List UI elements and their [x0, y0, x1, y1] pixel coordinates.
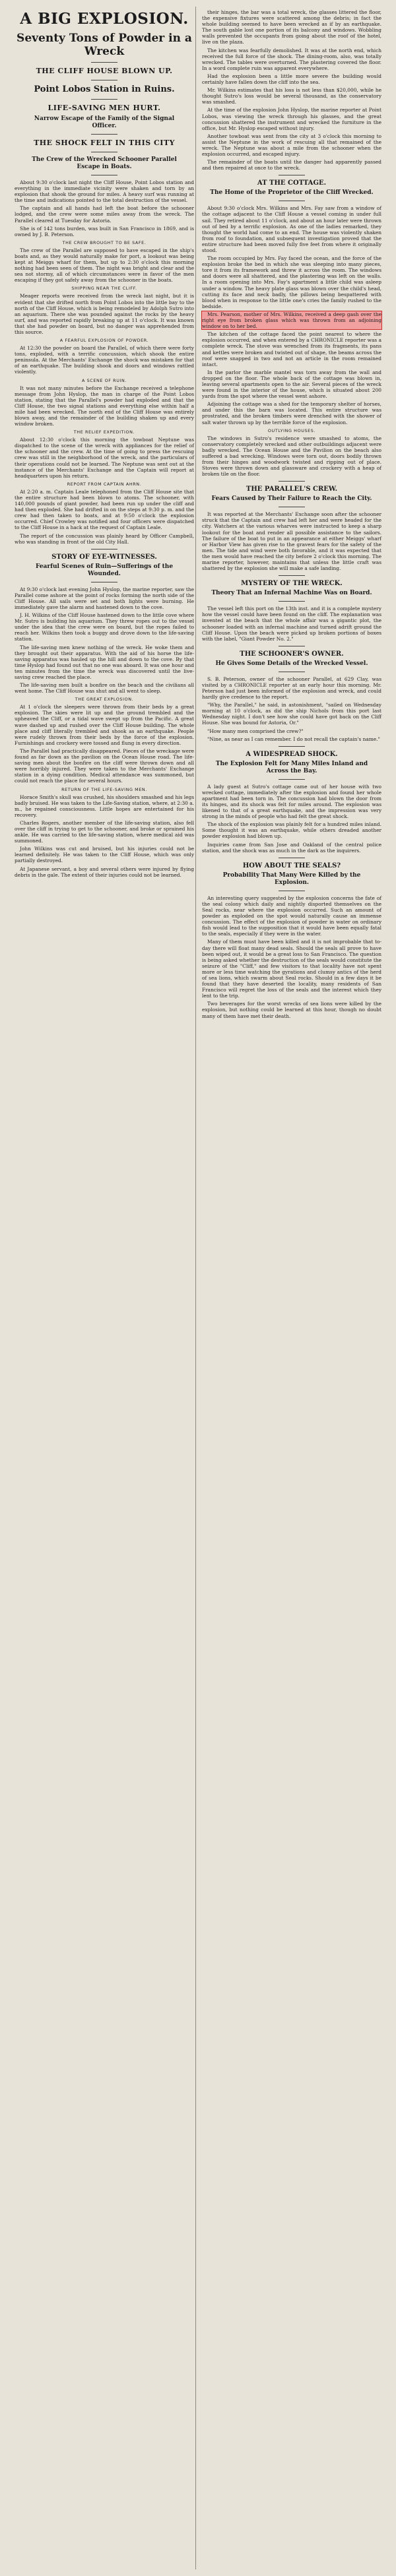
article-paragraph: About 9:30 o'clock Mrs. Wilkins and Mrs. Fay saw from a window of the cottage adjacent to the Cliff House a vessel coming in under full sail. They retired about 11 o'clock, and about an hour later were thrown out of bed by a terrific explosion. As one of the ladies remarked, they thought the world had come to an end. The house was violently shaken from roof to foundation, and subsequent investigation proved that the entire structure had been moved fully five feet from where it originally stood.: [202, 205, 381, 253]
article-paragraph: The vessel left this port on the 13th inst. and it is a complete mystery how the vessel could have been found on the cliff. The explanation was invented at the beach that the whole affair was a gigantic plot, the schooner loaded with an infernal machine and turned adrift ground the Cliff House. Upon the beach were picked up broken portions of boxes with the label, "Giant Powder No. 2.": [202, 606, 381, 642]
subhead: THE GREAT EXPLOSION.: [75, 697, 134, 703]
article-paragraph: The windows in Sutro's residence were smashed to atoms, the conservatory completely wrecked and other outbuildings adjacent were badly wrecked. The Ocean House and the Pavilion on the beach also suffered a bad wrecking. Windows were torn out, doors bodily thrown from their hinges and woodwork twisted and ripping out of place. Stoves were thrown down and glassware and crockery with a heap of broken tile on the floor.: [202, 435, 381, 478]
section-separator: [279, 481, 305, 482]
section-heading: AT THE COTTAGE.: [257, 179, 327, 187]
section-heading: HOW ABOUT THE SEALS?: [242, 862, 341, 869]
section-deck: He Gives Some Details of the Wrecked Vessel.: [215, 660, 368, 667]
headline-separator: [91, 134, 117, 135]
article-paragraph: The crew of the Parallel are supposed to have escaped in the ship's boats and, as they would naturally make for port, a lookout was being kept at Meiggs wharf for them, but up to 2:30 o'clock this morning nothing had been seen of them. The night was bright and clear and the sea not stormy, all of which circumstances were in favor of the men escaping if they got safely away from the schooner in the boats.: [15, 247, 194, 284]
headline-shock: THE SHOCK FELT IN THIS CITY: [34, 139, 175, 147]
article-paragraph: The report of the concussion was plainly heard by Officer Campbell, who was standing in front of the old City Hall.: [15, 532, 194, 545]
article-paragraph: The life-saving men built a bonfire on the beach and the civilians all went home. The Cliff House was shut and all went to sleep.: [15, 682, 194, 695]
subhead: THE CREW BROUGHT TO BE SAFE.: [62, 239, 147, 245]
main-headline: A BIG EXPLOSION.: [20, 10, 189, 28]
article-paragraph: Horace Smith's skull was crushed, his shoulders smashed and his legs badly bruised. He was taken to the Life-Saving station, where, at 2:30 a. m., he regained consciousness. Little hopes are entertained for his recovery.: [15, 794, 194, 818]
subhead: OUTLYING HOUSES.: [267, 427, 316, 433]
article-paragraph: their hinges, the bar was a total wreck, the glasses littered the floor, the expensive fixtures were scattered among the debris; in fact the whole building seemed to have been wrecked as if by an earthquake. The south gable lost one portion of its balcony and windows. Wobbling walls prevented the occupants from going about the roof of the hotel, live on the plaza.: [202, 9, 381, 46]
article-paragraph: The life-saving men knew nothing of the wreck. He woke them and they brought out their apparatus. With the aid of his horse the life-saving apparatus was hauled up the hill and down to the cove. By that time Hyslop had found out that no one was aboard. It was one hour and ten minutes from the time the wreck was discovered until the live-saving crew reached the place.: [15, 644, 194, 680]
headline-point-lobos: Point Lobos Station in Ruins.: [34, 84, 175, 94]
headline-life-saving: LIFE-SAVING MEN HURT.: [48, 104, 161, 112]
article-paragraph: The kitchen was fearfully demolished. It was at the north end, which received the full force of the shock. The dining-room, also, was totally wrecked. The tables were overturned. The plastering covered the floor. In a word complete ruin was apparent everywhere.: [202, 47, 381, 71]
section-heading: A WIDESPREAD SHOCK.: [246, 750, 338, 758]
section-separator: [279, 575, 305, 576]
section-separator: [279, 601, 305, 602]
section-heading: MYSTERY OF THE WRECK.: [241, 580, 343, 588]
section-separator: [279, 779, 305, 780]
deck-narrow-escape: Narrow Escape of the Family of the Signal Officer.: [34, 115, 175, 129]
highlighted-paragraph: Mrs. Pearson, mother of Mrs. Wilkins, received a deep gash over the right eye from broken glass which was thrown from an adjoining window on to her bed.: [202, 311, 381, 330]
article-paragraph: J. H. Wilkins of the Cliff House hastened down to the little cove where Mr. Sutro is building his aquarium. They threw ropes out to the vessel under the idea that the crew were on board, but the ropes failed to reach her. Wilkins then took a buggy and drove down to the life-saving station.: [15, 612, 194, 643]
section-deck: Fearful Scenes of Ruin—Sufferings of the Wounded.: [35, 563, 174, 577]
article-paragraph: Mr. Wilkins estimates that his loss is not less than $20,000, while he thought Sutro's loss would be several thousand, as the conservatory was smashed.: [202, 87, 381, 106]
section-deck: Theory That an Infernal Machine Was on Board.: [211, 590, 372, 597]
article-paragraph: Charles Rogers, another member of the life-saving station, also fell over the cliff in trying to get to the schooner, and broke or sprained his ankle. He was carried to the life-saving station, where medical aid was summoned.: [15, 819, 194, 844]
article-paragraph: At Japanese servant, a boy and several others were injured by flying debris in the gale. The extent of their injuries could not be learned.: [15, 865, 194, 878]
section-heading: STORY OF EYE-WITNESSES.: [51, 553, 157, 561]
article-paragraph: She is of 142 tons burden, was built in San Francisco in 1869, and is owned by J. B. Peterson.: [15, 225, 194, 237]
section-separator: [279, 746, 305, 747]
section-heading: THE PARALLEL'S CREW.: [246, 486, 338, 493]
article-paragraph: In the parlor the marble mantel was torn away from the wall and dropped on the floor. The whole back of the cottage was blown in, leaving several apartments open to the air. Several pieces of the wreck were found in the interior of the house, which is situated about 200 yards from the spot where the vessel went ashore.: [202, 369, 381, 400]
headline-cliff-house: THE CLIFF HOUSE BLOWN UP.: [36, 67, 173, 75]
article-paragraph: At 12:30 the powder on board the Parallel, of which there were forty tons, exploded, with a terrific concussion, which shook the entire peninsula. At the Merchants' Exchange the shock was mistaken for that of an earthquake. The building shook and doors and windows rattled violently.: [15, 345, 194, 375]
right-column: [202, 9, 381, 1021]
article-paragraph: The captain and all hands had left the boat before the schooner lodged, and the crew were some miles away from the wreck. The Parallel cleared at Tuesday for Astoria.: [15, 205, 194, 224]
section-heading: THE SCHOONER'S OWNER.: [240, 650, 344, 658]
article-paragraph: Two beverages for the worst wrecks of sea lions were killed by the explosion, but nothing could be learned at this hour, though no doubt many of them have met their death.: [202, 1001, 381, 1019]
article-paragraph: The room occupied by Mrs. Fay faced the ocean, and the force of the explosion broke the bed in which she was sleeping into many pieces, tore it from its framework and threw it across the room. The windows and doors were all shattered, and the plastering was left on the walls. In a room opening into Mrs. Fay's apartment a little child was asleep under a window. The heavy plate glass was blown over the child's head, cutting its face and neck badly, the pillows being bespattered with blood when in response to the little one's cries the family rushed to the bedside.: [202, 255, 381, 309]
article-paragraph: The remainder of the boats until the danger had apparently passed and then repaired at once to the wreck.: [202, 159, 381, 172]
subhead: A SCENE OF RUIN.: [82, 377, 127, 383]
article-paragraph: John Wilkins was cut and bruised, but his injuries could not be learned definitely. He was taken to the Cliff House, which was only partially destroyed.: [15, 846, 194, 864]
section-deck: The Explosion Felt for Many Miles Inland and Across the Bay.: [215, 760, 368, 774]
article-paragraph: Adjoining the cottage was a shed for the temporary shelter of horses, and under this the barn was located. This entire structure was prostrated, and the broken timbers were drenched with the shower of salt water thrown up by the terrible force of the explosion.: [202, 401, 381, 425]
article-paragraph: Meager reports were received from the wreck last night, but it is evident that she drifted north from Point Lobos into the little bay to the north of the Cliff House, which is being remodeled by Adolph Sutro into an aquarium. There she was pounded against the rocks by the heavy surf, and was reported rapidly breaking up at 11 o'clock. It was known that she had powder on board, but no danger was apprehended from this source.: [15, 293, 194, 335]
deck-crew-escape: The Crew of the Wrecked Schooner Parallel Escape in Boats.: [32, 156, 177, 170]
article-paragraph: Another towboat was sent from the city at 3 o'clock this morning to assist the Neptune in the work of rescuing all that remained of the wreck. The Neptune was about a mile from the schooner when the explosion occurred, and escaped injury.: [202, 133, 381, 158]
article-paragraph: The shock of the explosion was plainly felt for a hundred miles inland. Some thought it was an earthquake, while others dreaded another powder explosion had blown up.: [202, 821, 381, 840]
section-deck: Fears Caused by Their Failure to Reach the City.: [211, 495, 372, 503]
headline-separator: [91, 62, 117, 63]
article-paragraph: "Nine, as near as I can remember. I do not recall the captain's name.": [207, 736, 380, 742]
left-column: [15, 9, 194, 880]
article-paragraph: Many of them must have been killed and it is not improbable that to-day there will float many dead seals. Should the seals all prove to have been wiped out, it would be a great loss to San Francisco. The question is being asked whether the destruction of the seals would constitute the seizure of the "Cliff," and few visitors to that locality have not spent more or less time watching the gyrations and clumsy antics of the herd of sea lions, which swarm about Seal rocks. Should in a few days it be found that they have deserted the locality, many residents of San Francisco will regret the loss of the seals and the interest which they lent to the trip.: [202, 939, 381, 999]
article-paragraph: About 12:30 o'clock this morning the towboat Neptune was dispatched to the scene of the wreck with appliances for the relief of the schooner and the crew. At the time of going to press the rescuing crew was still in the neighborhood of the wreck, and the particulars of their operations could not be learned. The Neptune was sent out at the instance of the Merchants' Exchange and the Captain will report at headquarters upon his return.: [15, 437, 194, 479]
article-paragraph: About 9:30 o'clock last night the Cliff House, Point Lobos station and everything in the immediate vicinity were shaken and torn by an explosion that shook the ground for miles. A heavy surf was running at the time and indications pointed to the total destruction of the vessel.: [15, 179, 194, 204]
headline-separator: [91, 99, 117, 100]
section-separator: [91, 549, 117, 550]
article-paragraph: Inquiries came from San Jose and Oakland of the central police station, and the shock was as much in the dark as the inquirers.: [202, 841, 381, 854]
section-deck: The Home of the Proprietor of the Cliff Wrecked.: [210, 189, 374, 197]
article-paragraph: S. B. Peterson, owner of the schooner Parallel, at 629 Clay, was visited by a CHRONICLE reporter at an early hour this morning. Mr. Peterson had just been informed of the explosion and wreck, and could hardly give credence to the report.: [202, 675, 381, 701]
subhead: SHIPPING NEAR THE CLIFF.: [71, 286, 137, 292]
column-divider: [195, 7, 196, 2569]
article-paragraph: At 2:20 a. m. Captain Leale telephoned from the Cliff House site that the entire structure had been blown to atoms. The schooner, with 140,000 pounds of giant powder, had been run up under the cliff and had then exploded. She had drifted in on the steps at 9:30 p. m. and the crew had then taken to boats, and at 9:50 o'clock the explosion occurred. Chief Crowley was notified and four officers were dispatched to the Cliff House in a hack at the request of Captain Leale.: [15, 488, 194, 531]
article-paragraph: A lady guest at Sutro's cottage came out of her house with two wrecked cottage, immediately after the explosion and found her whole apartment had been torn in. The concussion had blown the door from its hinges, and its shock was felt for miles around. The explosion was likened to that of a great earthquake, and the impression was very strong in the minds of people who had felt the great shock.: [202, 783, 381, 820]
article-paragraph: The kitchen of the cottage faced the point nearest to where the explosion occurred, and when entered by a CHRONICLE reporter was a complete wreck. The stove was wrenched from its fragments, its pans and kettles were broken and twisted out of shape, the beams across the roof were snapped in two and not an article in the room remained intact.: [202, 331, 381, 367]
article-paragraph: It was reported at the Merchants' Exchange soon after the schooner struck that the Captain and crew had left her and were headed for the city. Watchers at the various wharves were instructed to keep a sharp lookout for the boat and render all possible assistance to the sailors. The failure of the boat to put in an appearance at either Meiggs' wharf or Harbor View has given rise to the gravest fears for the safety of the men. The tide and wind were both favorable, and it was expected that the men would have reached the city before 2 o'clock this morning. The marine reporter, however, maintains that unless the little craft was shattered by the explosion she will make a safe landing.: [202, 511, 381, 572]
section-deck: Probability That Many Were Killed by the Explosion.: [222, 871, 361, 886]
subhead: THE RELIEF EXPEDITION.: [73, 429, 135, 435]
subhead: REPORT FROM CAPTAIN AHRN.: [67, 481, 142, 487]
article-paragraph: "How many men comprised the crew?": [207, 728, 304, 734]
article-paragraph: Had the explosion been a little more severe the building would certainly have fallen down the cliff into the sea.: [202, 73, 381, 86]
article-paragraph: It was not many minutes before the Exchange received a telephone message from John Hyslop, the man in charge of the Point Lobos station, stating that the Parallel's powder had exploded and that the Cliff House, the two signal stations and everything else within half a mile had been wrecked. The north end of the Cliff House was entirely blown away, and the remainder of the building shaken up and every window broken.: [15, 385, 194, 427]
subhead: A FEARFUL EXPLOSION OF POWDER.: [59, 338, 149, 344]
article-paragraph: At the time of the explosion John Hyslop, the marine reporter at Point Lobos, was viewing the wreck through his glasses, and the great concussion shattered the instrument and wrecked the furniture in the office, but Mr. Hyslop escaped without injury.: [202, 107, 381, 131]
article-paragraph: "Why, the Parallel," he said, in astonishment, "sailed on Wednesday morning at 10 o'clock, as did the ship Nichols from this port last Wednesday night. I don't see how she could have got back on the Cliff House. She was bound for Astoria, Or.": [202, 702, 381, 726]
article-paragraph: An interesting query suggested by the explosion concerns the fate of the seal colony which daily and nightly disported themselves on the Seal rocks, near where the explosion occurred. Such an amount of powder as exploded on the spot would naturally cause an immense concussion. The effect of the explosion of powder in water on ordinary fish would lead to the supposition that it would have been equally fatal to the seals, especially if they were in the water.: [202, 895, 381, 937]
subheadline: Seventy Tons of Powder in a Wreck: [16, 32, 192, 58]
subhead: RETURN OF THE LIFE-SAVING MEN.: [61, 786, 147, 792]
article-paragraph: At 9:30 o'clock last evening John Hyslop, the marine reporter, saw the Parallel come ashore at the point of rocks forming the north side of the Cliff House. All sails were set and both lights were burning. He immediately gave the alarm and hastened down to the cove.: [15, 586, 194, 610]
article-paragraph: The Parallel had practically disappeared. Pieces of the wreckage were found as far down as the pavilion on the Ocean House road. The life-saving men about the bonfire on the cliff were thrown down and all were horribly injured. They were taken to the Merchants' Exchange station in a dying condition. Medical attendance was summoned, but could not reach the place for several hours.: [15, 747, 194, 784]
article-paragraph: At 1 o'clock the sleepers were thrown from their beds by a great explosion. The skies were lit up and the ground trembled and the upheaved the Cliff, or a tidal wave swept up from the Pacific. A great wave dashed up and rushed over the Cliff House building. The whole place and cliff literally trembled and shook as an earthquake. People were rudely thrown from their beds by the force of the explosion. Furnishings and crockery were tossed and flung in every direction.: [15, 704, 194, 746]
